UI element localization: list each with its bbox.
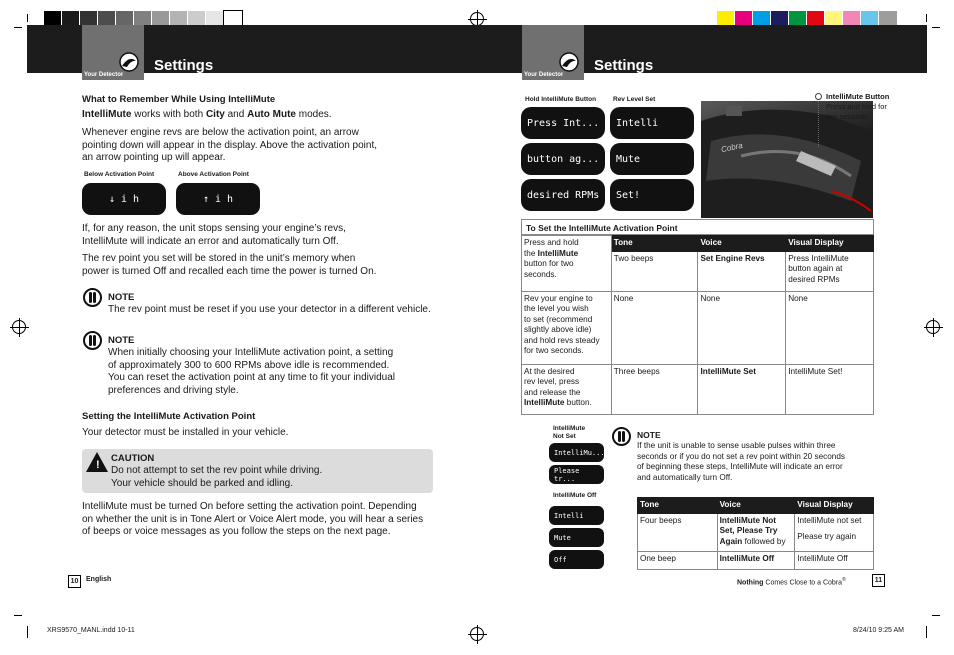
table-cell: IntelliMute Off: [717, 551, 795, 569]
table-cell: Three beeps: [611, 364, 698, 414]
table-row: [522, 291, 874, 364]
note-text: The rev point must be reset if you use your detector in a different vehicle.: [108, 304, 431, 315]
display-mute-off: Mute: [549, 528, 604, 547]
table-cell: Set Engine Revs: [698, 251, 786, 291]
table-row: [522, 364, 874, 414]
crop-mark: [926, 14, 927, 22]
display-please-try: Please tr...: [549, 465, 604, 484]
callout-line: [818, 101, 819, 147]
display-set: Set!: [610, 179, 694, 211]
display-label: Above Activation Point: [178, 171, 249, 178]
table-header-visual: Visual Display: [786, 236, 874, 252]
table-cell: IntelliMute Set: [698, 364, 786, 414]
button-callout: IntelliMute Button Press and hold for two seconds: [826, 92, 890, 121]
table-header-visual: Visual Display: [795, 498, 874, 514]
callout-dot-icon: [815, 93, 822, 100]
warning-icon-mark: !: [96, 459, 100, 471]
page-number: 10: [68, 575, 81, 588]
below-activation-display: [82, 183, 166, 215]
file-slug: XRS9570_MANL.indd 10-11: [47, 627, 135, 634]
right-header-subtitle: Your Detector: [524, 72, 564, 78]
note-title: NOTE: [108, 335, 135, 346]
table-cell: At the desired rev level, press and release the IntelliMute button.: [522, 364, 612, 414]
crop-mark: [27, 626, 28, 638]
display-button-again: button ag...: [521, 143, 605, 175]
table-cell: Rev your engine to the level you wish to set (recommend slightly above idle) and hold revs steady for two seconds.: [522, 291, 612, 364]
date-slug: 8/24/10 9:25 AM: [853, 627, 904, 634]
table-header-tone: Tone: [611, 236, 698, 252]
section-heading: What to Remember While Using IntelliMute: [82, 94, 276, 105]
left-page-title: Settings: [154, 57, 214, 74]
caution-text: Do not attempt to set the rev point while driving. Your vehicle should be parked and idling.: [111, 465, 323, 489]
above-activation-display: [176, 183, 260, 215]
table-header-voice: Voice: [698, 236, 786, 252]
display-off: Off: [549, 550, 604, 569]
table-header-row: [522, 236, 874, 252]
not-set-table: [637, 497, 874, 570]
left-header-subtitle: Your Detector: [84, 72, 124, 78]
table-header-voice: Voice: [717, 498, 795, 514]
registration-mark-icon: [926, 320, 940, 334]
note-title: NOTE: [108, 292, 135, 303]
cobra-logo-icon: [558, 52, 580, 72]
crop-mark: [14, 27, 22, 28]
display-press-int: Press Int...: [521, 107, 605, 139]
paragraph: Whenever engine revs are below the activation point, an arrow pointing down will appear in the display. Above the activation point, an arrow pointing up will appear.: [82, 127, 378, 163]
paragraph: Your detector must be installed in your vehicle.: [82, 427, 289, 438]
display-label: IntelliMute Not Set: [553, 425, 586, 440]
display-desired-rpms: desired RPMs: [521, 179, 605, 211]
page-number: 11: [872, 574, 885, 587]
activation-steps-table: [521, 235, 874, 415]
crop-mark: [932, 615, 940, 616]
note-icon: [83, 331, 102, 350]
display-text: i h: [120, 193, 140, 205]
paragraph: If, for any reason, the unit stops sensing your engine’s revs, IntelliMute will indicate an error and automatically turn Off.: [82, 223, 346, 247]
paragraph: The rev point you set will be stored in the unit’s memory when power is turned Off and recalled each time the power is turned On.: [82, 253, 377, 277]
product-logo-text: Cobra: [720, 140, 744, 155]
table-cell: IntelliMute not set Please try again: [795, 513, 874, 551]
display-intelli: Intelli: [610, 107, 694, 139]
display-intellimute-not-set: IntelliMu...: [549, 443, 604, 462]
note-text: If the unit is unable to sense usable pulses within three seconds or if you do not set a rev point within 20 seconds of beginning these steps, IntelliMute will indicate an error and automatically turn Off.: [637, 441, 845, 482]
crop-mark: [932, 27, 940, 28]
paragraph: IntelliMute works with both City and Auto Mute modes.: [82, 109, 332, 120]
page-language: English: [86, 576, 112, 583]
arrow-up-icon: ↑: [202, 193, 209, 205]
registration-mark-icon: [12, 320, 26, 334]
tagline: Nothing Comes Close to a Cobra®: [737, 577, 846, 587]
note-icon: [612, 427, 631, 446]
table-cell: Press and hold the IntelliMute button for two seconds.: [522, 236, 612, 292]
registration-mark-icon: [470, 12, 484, 26]
table-cell: None: [698, 291, 786, 364]
display-text: i h: [214, 193, 234, 205]
table-cell: Press IntelliMute button again at desired RPMs: [786, 251, 874, 291]
table-cell: One beep: [638, 551, 718, 569]
table-cell: IntelliMute Off: [795, 551, 874, 569]
paragraph: IntelliMute must be turned On before setting the activation point. Depending on whether the unit is in Tone Alert or Voice Alert mode, you will hear a series of beeps or voice messages as you follow the steps on the next page.: [82, 501, 424, 537]
display-label: Below Activation Point: [84, 171, 155, 178]
arrow-down-icon: ↓: [108, 193, 115, 205]
crop-mark: [926, 626, 927, 638]
table-row: [638, 551, 874, 569]
table-cell: Four beeps: [638, 513, 718, 551]
table-cell: None: [786, 291, 874, 364]
table-cell: IntelliMute Not Set, Please Try Again followed by: [717, 513, 795, 551]
display-label: Rev Level Set: [613, 96, 656, 103]
table-header-row: [638, 498, 874, 514]
right-page-title: Settings: [594, 57, 654, 74]
note-title: NOTE: [637, 430, 661, 440]
display-label: Hold IntelliMute Button: [525, 96, 597, 103]
section-heading: Setting the IntelliMute Activation Point: [82, 411, 256, 422]
table-cell: None: [611, 291, 698, 364]
table-header-tone: Tone: [638, 498, 718, 514]
table-title: To Set the IntelliMute Activation Point: [521, 219, 874, 235]
display-intelli-off: Intelli: [549, 506, 604, 525]
display-label: IntelliMute Off: [553, 492, 597, 499]
registration-mark-icon: [470, 627, 484, 641]
table-cell: IntelliMute Set!: [786, 364, 874, 414]
table-cell: Two beeps: [611, 251, 698, 291]
note-icon: [83, 288, 102, 307]
cobra-logo-icon: [118, 52, 140, 72]
caution-title: CAUTION: [111, 453, 155, 464]
note-text: When initially choosing your IntelliMute activation point, a setting of approximately 300 to 600 RPMs above idle is recommended. You can reset the activation point at any time to fit your individual preferences and driving style.: [108, 347, 396, 396]
crop-mark: [14, 615, 22, 616]
table-row: [638, 513, 874, 551]
crop-mark: [27, 14, 28, 22]
display-mute: Mute: [610, 143, 694, 175]
